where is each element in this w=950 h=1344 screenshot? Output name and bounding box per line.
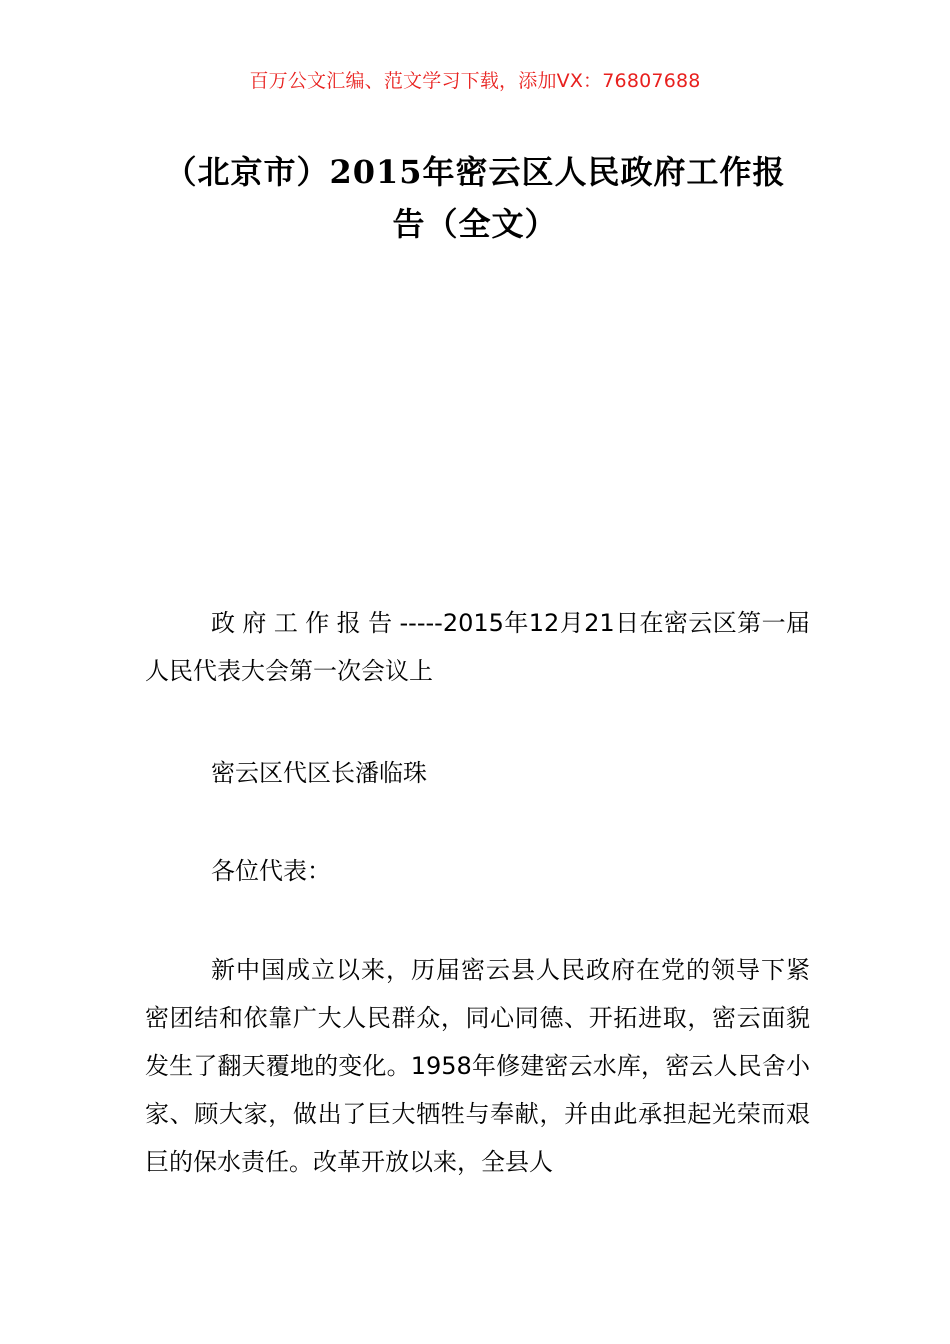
main-paragraph bbox=[145, 946, 810, 1186]
speaker-line: 密云区代区长潘临珠 bbox=[211, 759, 427, 787]
title-line-1: （北京市）2015年密云区人民政府工作报 bbox=[164, 153, 786, 191]
document-title bbox=[140, 146, 810, 250]
speaker-paragraph bbox=[145, 749, 810, 797]
intro-paragraph bbox=[145, 599, 810, 695]
paragraph-1: 新中国成立以来，历届密云县人民政府在党的领导下紧密团结和依靠广大人民群众，同心同德、开拓进取，密云面貌发生了翻天覆地的变化。1958年修建密云水库，密云人民舍小家、顾大家，做出了巨大牺牲与奉献，并由此承担起光荣而艰巨的保水责任。改革开放以来，全县人 bbox=[145, 956, 810, 1176]
title-line-2: 告（全文） bbox=[392, 205, 558, 243]
intro-lead: 政府工作报告 bbox=[211, 609, 400, 637]
header-promo-note: 百万公文汇编、范文学习下载，添加VX：76807688 bbox=[249, 70, 701, 92]
salutation-paragraph bbox=[145, 847, 810, 895]
salutation-line: 各位代表： bbox=[211, 857, 331, 885]
intro-rest: -----2015年12月21日在密云区第一届人民代表大会第一次会议上 bbox=[145, 609, 810, 685]
